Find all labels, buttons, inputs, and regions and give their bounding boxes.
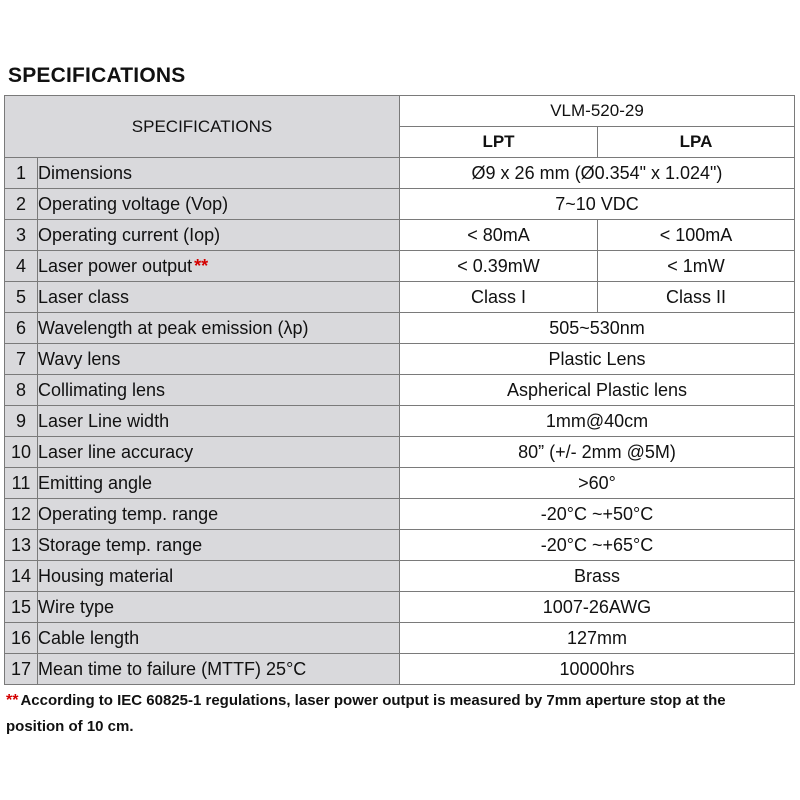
row-label	[38, 468, 400, 499]
variant-header-lpa: LPA	[598, 127, 795, 158]
row-number: 5	[5, 282, 38, 313]
row-label-text: Operating current (Iop)	[38, 224, 221, 245]
table-row	[5, 158, 795, 189]
table-row	[5, 251, 795, 282]
page-title: SPECIFICATIONS	[8, 64, 186, 87]
row-number: 4	[5, 251, 38, 282]
row-value: 80” (+/- 2mm @5M)	[400, 437, 795, 468]
table-row	[5, 592, 795, 623]
row-label-text: Wavelength at peak emission (λp)	[38, 317, 309, 338]
row-value: 10000hrs	[400, 654, 795, 685]
row-label-text: Storage temp. range	[38, 534, 203, 555]
table-row	[5, 654, 795, 685]
row-value-lpa: < 100mA	[598, 220, 795, 251]
row-label-text: Cable length	[38, 627, 140, 648]
row-value-lpt: < 0.39mW	[400, 251, 598, 282]
row-number: 6	[5, 313, 38, 344]
row-label	[38, 158, 400, 189]
row-label-text: Laser power output	[38, 255, 193, 276]
footnote-marker: **	[6, 692, 19, 709]
row-label	[38, 375, 400, 406]
table-row	[5, 282, 795, 313]
footnote-ref-marker: **	[194, 255, 209, 276]
row-label-text: Mean time to failure (MTTF) 25°C	[38, 658, 307, 679]
row-value: Ø9 x 26 mm (Ø0.354" x 1.024")	[400, 158, 795, 189]
row-label	[38, 530, 400, 561]
row-value: -20°C ~+65°C	[400, 530, 795, 561]
table-header-row	[5, 96, 795, 127]
row-label	[38, 406, 400, 437]
row-number: 9	[5, 406, 38, 437]
table-row	[5, 375, 795, 406]
model-header: VLM-520-29	[400, 96, 795, 127]
row-value: Plastic Lens	[400, 344, 795, 375]
row-label	[38, 623, 400, 654]
row-value-lpt: < 80mA	[400, 220, 598, 251]
table-row	[5, 623, 795, 654]
row-number: 7	[5, 344, 38, 375]
table-row	[5, 530, 795, 561]
row-label-text: Collimating lens	[38, 379, 166, 400]
row-label-text: Dimensions	[38, 162, 133, 183]
row-number: 10	[5, 437, 38, 468]
row-number: 3	[5, 220, 38, 251]
row-label	[38, 344, 400, 375]
table-row	[5, 561, 795, 592]
row-label	[38, 251, 400, 282]
row-label	[38, 313, 400, 344]
row-number: 2	[5, 189, 38, 220]
row-value: 1mm@40cm	[400, 406, 795, 437]
row-number: 17	[5, 654, 38, 685]
row-value: Aspherical Plastic lens	[400, 375, 795, 406]
row-label-text: Wire type	[38, 596, 115, 617]
row-value: 1007-26AWG	[400, 592, 795, 623]
row-label	[38, 499, 400, 530]
row-number: 12	[5, 499, 38, 530]
row-label-text: Laser line accuracy	[38, 441, 194, 462]
footnote	[6, 688, 786, 740]
row-value: 7~10 VDC	[400, 189, 795, 220]
row-label-text: Emitting angle	[38, 472, 153, 493]
row-value: Brass	[400, 561, 795, 592]
table-row	[5, 189, 795, 220]
row-number: 13	[5, 530, 38, 561]
row-value-lpa: < 1mW	[598, 251, 795, 282]
row-label-text: Operating voltage (Vop)	[38, 193, 229, 214]
table-row	[5, 468, 795, 499]
row-value: >60°	[400, 468, 795, 499]
row-label	[38, 561, 400, 592]
row-label	[38, 189, 400, 220]
row-value: 127mm	[400, 623, 795, 654]
variant-header-lpt: LPT	[400, 127, 598, 158]
footnote-text: According to IEC 60825-1 regulations, laser power output is measured by 7mm aperture stop at the position of 10 cm.	[6, 692, 726, 735]
row-label	[38, 437, 400, 468]
specifications-header: SPECIFICATIONS	[5, 96, 400, 158]
row-label-text: Laser class	[38, 286, 130, 307]
row-value-lpt: Class I	[400, 282, 598, 313]
row-label	[38, 592, 400, 623]
row-label-text: Laser Line width	[38, 410, 170, 431]
table-row	[5, 220, 795, 251]
table-row	[5, 499, 795, 530]
row-number: 1	[5, 158, 38, 189]
row-value: 505~530nm	[400, 313, 795, 344]
row-number: 11	[5, 468, 38, 499]
specifications-table	[4, 95, 795, 685]
row-number: 14	[5, 561, 38, 592]
row-label-text: Wavy lens	[38, 348, 121, 369]
table-row	[5, 437, 795, 468]
row-label-text: Operating temp. range	[38, 503, 219, 524]
row-value: -20°C ~+50°C	[400, 499, 795, 530]
row-label	[38, 220, 400, 251]
row-number: 8	[5, 375, 38, 406]
row-number: 15	[5, 592, 38, 623]
row-number: 16	[5, 623, 38, 654]
table-row	[5, 406, 795, 437]
row-label-text: Housing material	[38, 565, 174, 586]
table-row	[5, 344, 795, 375]
row-value-lpa: Class II	[598, 282, 795, 313]
table-row	[5, 313, 795, 344]
row-label	[38, 654, 400, 685]
row-label	[38, 282, 400, 313]
